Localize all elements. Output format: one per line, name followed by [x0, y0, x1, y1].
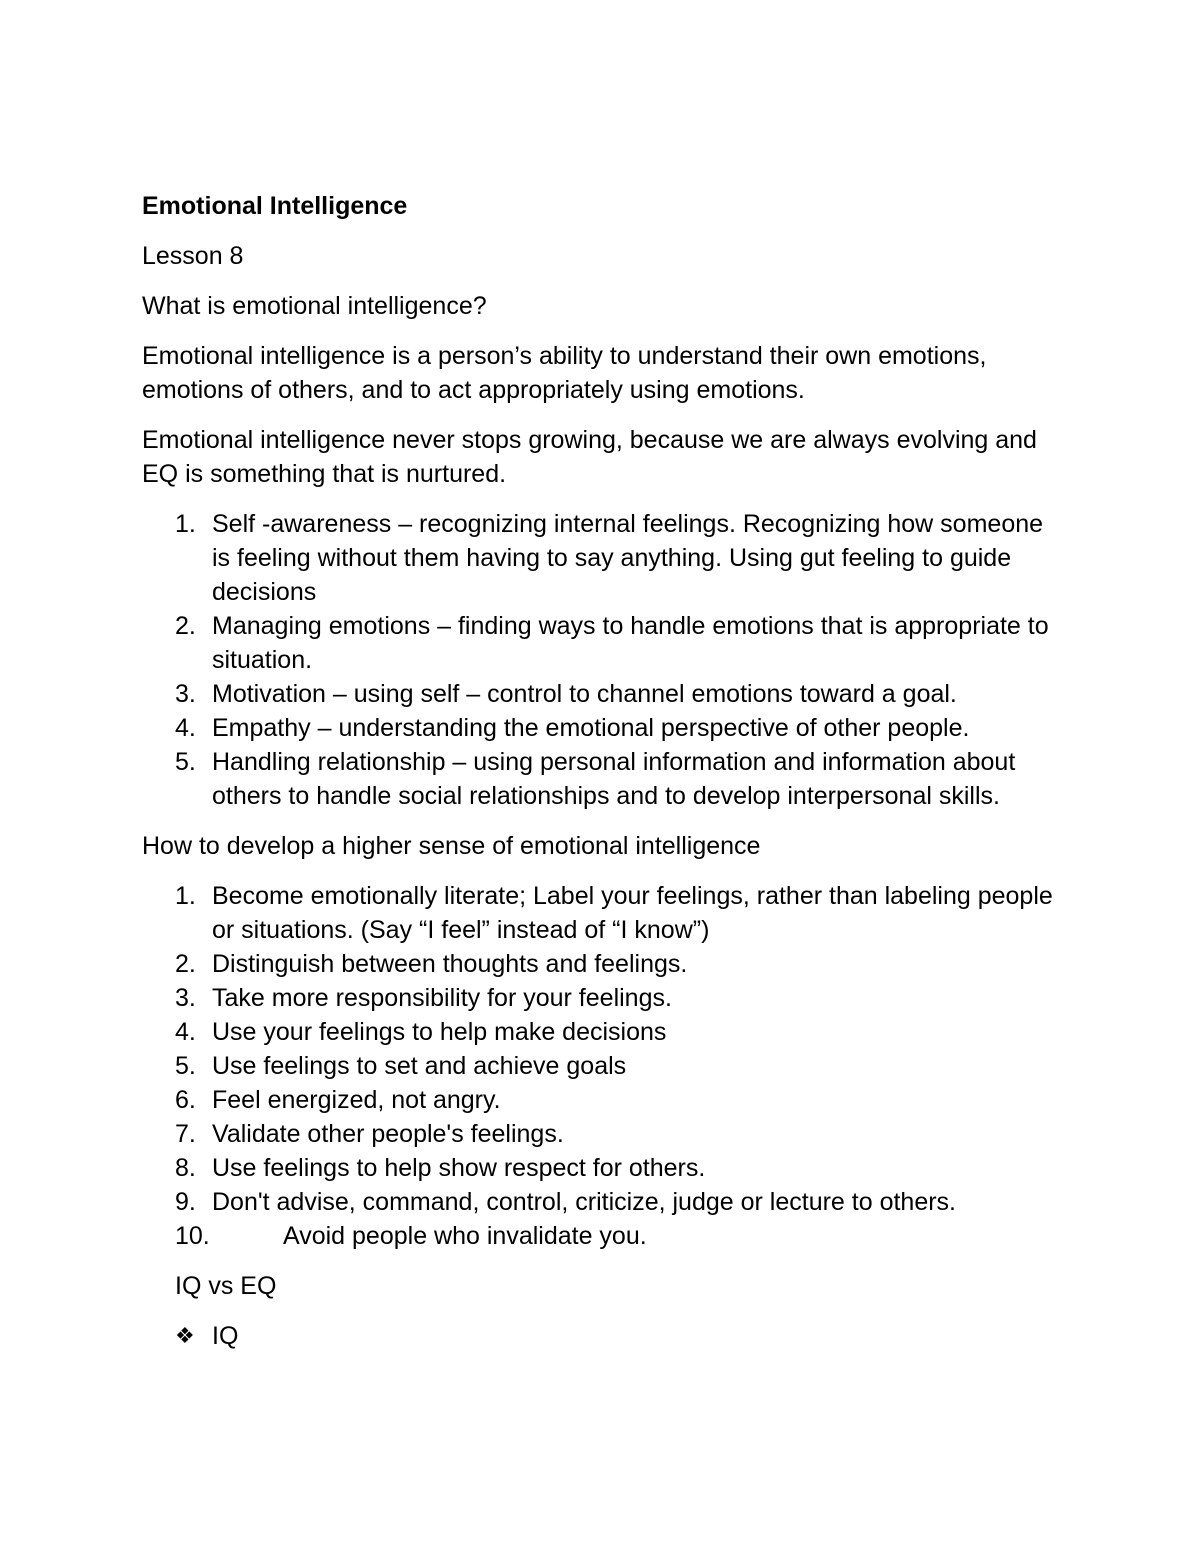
list-item: [142, 1151, 1062, 1185]
list-item: [142, 947, 1062, 981]
list-number: 4.: [175, 714, 196, 742]
list-number: 5.: [175, 748, 196, 776]
list-item: [142, 1185, 1062, 1219]
list-item: [142, 609, 1062, 677]
list-number: 2.: [175, 950, 196, 978]
document-title: Emotional Intelligence: [142, 192, 408, 220]
list-item: [142, 1117, 1062, 1151]
growth-paragraph: Emotional intelligence never stops growing, because we are always evolving and EQ is something that is nurtured.: [142, 426, 1037, 488]
list-item-text: Use feelings to set and achieve goals: [212, 1052, 627, 1080]
list-item-text: Avoid people who invalidate you.: [283, 1222, 647, 1250]
list-item: [142, 981, 1062, 1015]
list-number: 8.: [175, 1154, 196, 1182]
list-item: [142, 1015, 1062, 1049]
list-number: 3.: [175, 984, 196, 1012]
list-number: 1.: [175, 510, 196, 538]
list-item-text: Handling relationship – using personal information and information about others to handle social relationships and to develop interpersonal skills.: [212, 748, 1016, 810]
lesson-label: Lesson 8: [142, 242, 244, 270]
list-number: 6.: [175, 1086, 196, 1114]
list-item-text: Motivation – using self – control to channel emotions toward a goal.: [212, 680, 957, 708]
bullet-item-text: IQ: [212, 1322, 239, 1350]
list-item-text: Distinguish between thoughts and feelings.: [212, 950, 688, 978]
list-item: [142, 879, 1062, 947]
list-number: 7.: [175, 1120, 196, 1148]
list-item-text: Use feelings to help show respect for others.: [212, 1154, 706, 1182]
development-steps-list: [142, 879, 1062, 1253]
list-item: [142, 677, 1062, 711]
list-item-text: Take more responsibility for your feelings.: [212, 984, 672, 1012]
list-item-text: Self -awareness – recognizing internal feelings. Recognizing how someone is feeling without them having to say anything. Using gut feeling to guide decisions: [212, 510, 1044, 606]
list-number: 1.: [175, 882, 196, 910]
definition-paragraph: Emotional intelligence is a person’s ability to understand their own emotions, emotions of others, and to act appropriately using emotions.: [142, 342, 987, 404]
list-item: [142, 1083, 1062, 1117]
eq-components-list: [142, 507, 1062, 813]
comparison-heading: IQ vs EQ: [175, 1272, 277, 1300]
diamond-bullet-icon: ❖: [175, 1323, 195, 1348]
list-number: 4.: [175, 1018, 196, 1046]
list-item-text: Feel energized, not angry.: [212, 1086, 501, 1114]
list-item-text: Empathy – understanding the emotional perspective of other people.: [212, 714, 970, 742]
list-item-text: Use your feelings to help make decisions: [212, 1018, 667, 1046]
list-number: 5.: [175, 1052, 196, 1080]
list-number: 10.: [175, 1222, 210, 1250]
document-content: [142, 189, 1062, 1353]
list-item: [142, 1049, 1062, 1083]
list-item-text: Managing emotions – finding ways to handle emotions that is appropriate to situation.: [212, 612, 1049, 674]
list-item: [142, 1219, 1062, 1253]
list-item: [142, 745, 1062, 813]
development-heading: How to develop a higher sense of emotional intelligence: [142, 832, 761, 860]
list-item-text: Don't advise, command, control, criticize, judge or lecture to others.: [212, 1188, 956, 1216]
list-item-text: Validate other people's feelings.: [212, 1120, 564, 1148]
list-number: 3.: [175, 680, 196, 708]
list-number: 9.: [175, 1188, 196, 1216]
list-item-text: Become emotionally literate; Label your feelings, rather than labeling people or situations. (Say “I feel” instead of “I know”): [212, 882, 1053, 944]
list-item: [142, 711, 1062, 745]
question-heading: What is emotional intelligence?: [142, 292, 487, 320]
list-number: 2.: [175, 612, 196, 640]
list-item: [142, 507, 1062, 609]
bullet-item: [142, 1319, 1062, 1353]
